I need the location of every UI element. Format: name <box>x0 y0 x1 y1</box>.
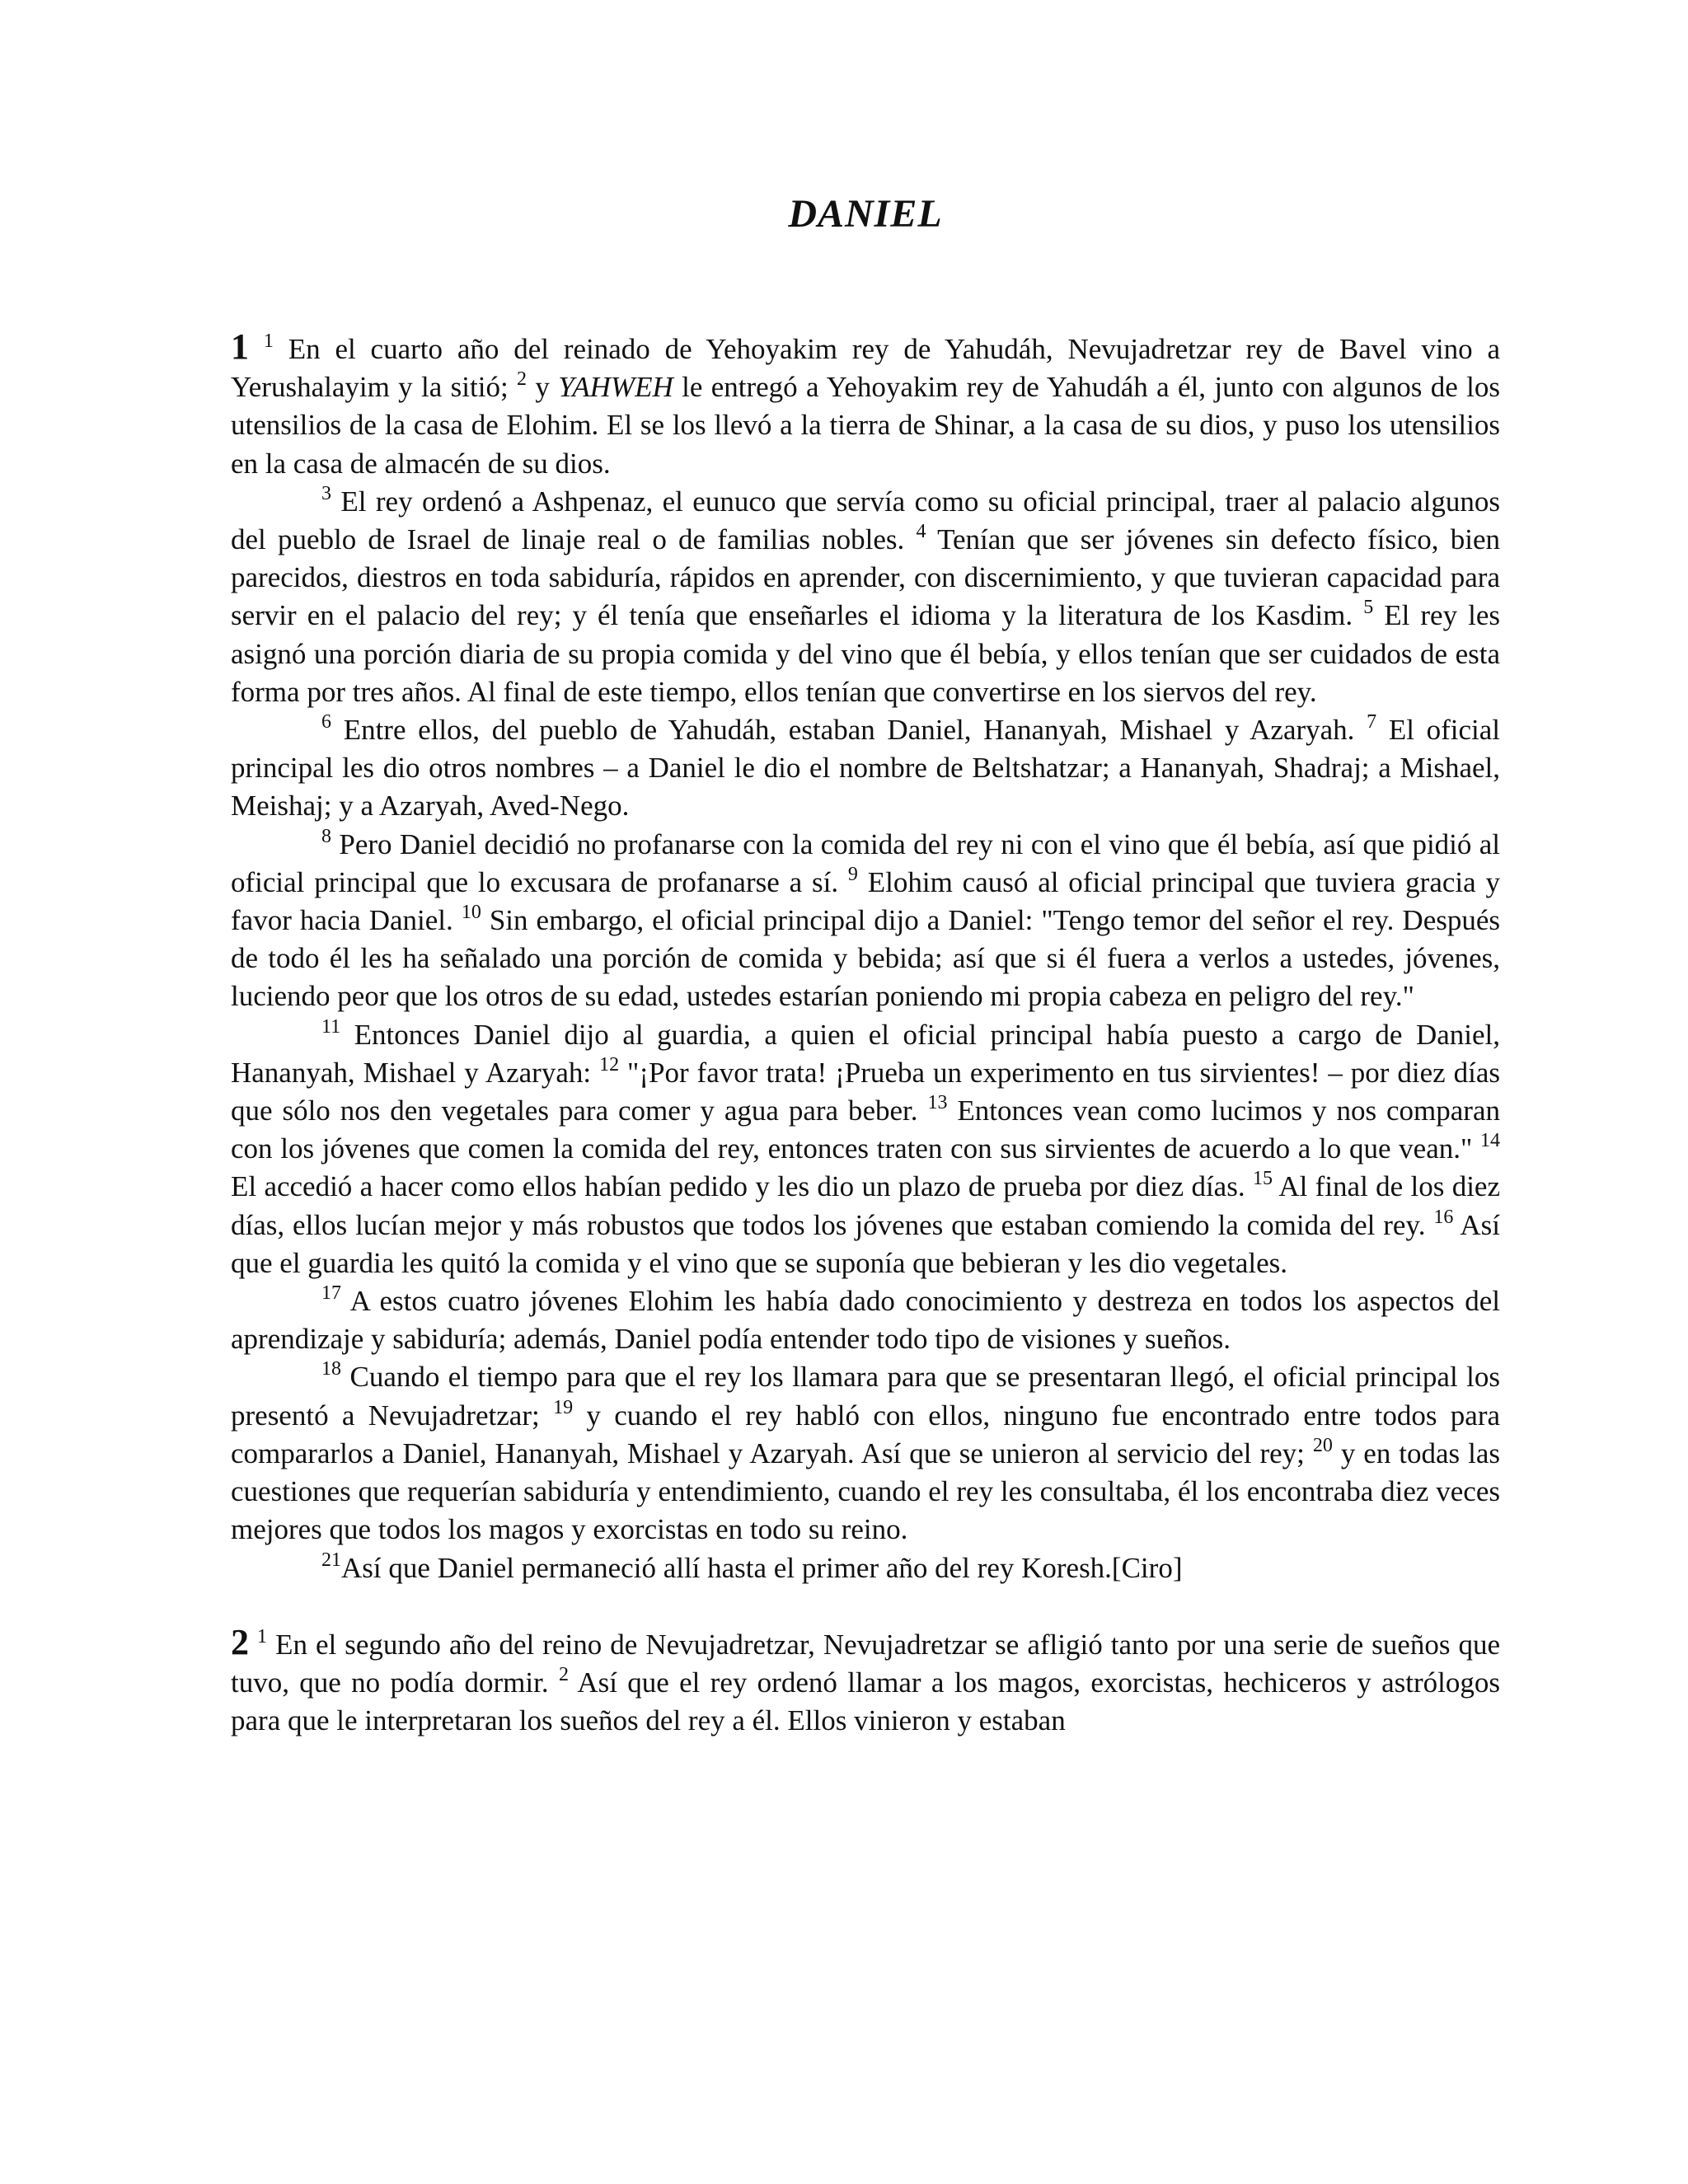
verse-text: Entre ellos, del pueblo de Yahudáh, estaban Daniel, Hananyah, Mishael y Azaryah. <box>343 714 1355 747</box>
verse-number: 18 <box>321 1358 341 1380</box>
verse-number: 7 <box>1367 711 1377 733</box>
verse-number: 14 <box>1480 1130 1500 1152</box>
verse-text: Pero Daniel decidió no profanarse con la comida del rey ni con el vino que él bebía, así que pidió al oficial principal que lo excusara de profanarse a sí. <box>231 827 1500 898</box>
verse-text: Entonces Daniel dijo al guardia, a quien el oficial principal había puesto a cargo de Daniel, Hananyah, Mishael y Azaryah: <box>231 1018 1501 1089</box>
verse-number: 4 <box>916 521 926 543</box>
verse-text: y en todas las cuestiones que requerían sabiduría y entendimiento, cuando el rey les consultaba, él los encontraba diez veces mejores que todos los magos y exorcistas en todo su reino. <box>231 1436 1501 1546</box>
verse-text: A estos cuatro jóvenes Elohim les había dado conocimiento y destreza en todos los aspectos del aprendizaje y sabiduría; además, Daniel podía entender todo tipo de visiones y sueños. <box>231 1285 1500 1356</box>
verse-text: y cuando el rey habló con ellos, ninguno fue encontrado entre todos para compararlos a Daniel, Hananyah, Mishael y Azaryah. Así que se unieron al servicio del rey; <box>231 1399 1501 1469</box>
verse-text: Así que el guardia les quitó la comida y el vino que se suponía que bebieran y les dio vegetales. <box>231 1208 1501 1279</box>
verse-text: El accedió a hacer como ellos habían pedido y les dio un plazo de prueba por diez días. <box>231 1170 1245 1203</box>
chapter-number: 1 <box>231 326 249 367</box>
verse-text: Elohim causó al oficial principal que tuviera gracia y favor hacia Daniel. <box>231 865 1500 937</box>
verse-text: "¡Por favor trata! ¡Prueba un experimento en tus sirvientes! – por diez días que sólo nos den vegetales para comer y agua para beber. <box>231 1056 1501 1127</box>
verse-number: 15 <box>1252 1168 1273 1190</box>
verse-number: 1 <box>263 330 274 352</box>
verse-number: 19 <box>553 1396 574 1418</box>
verse-number: 21 <box>321 1549 341 1571</box>
paragraph-ch1-v18 <box>231 1358 1500 1549</box>
verse-number: 9 <box>847 863 858 885</box>
verse-text: Así que Daniel permaneció allí hasta el primer año del rey Koresh.[Ciro] <box>341 1551 1183 1584</box>
document-body <box>231 328 1500 1740</box>
verse-number: 16 <box>1433 1206 1454 1228</box>
paragraph-ch1-v6 <box>231 711 1500 826</box>
verse-number: 20 <box>1312 1434 1333 1456</box>
paragraph-ch1-v3 <box>231 483 1500 711</box>
verse-number: 2 <box>558 1663 569 1685</box>
verse-text: Sin embargo, el oficial principal dijo a Daniel: "Tengo temor del señor el rey. Después de todo él les ha señalado una porción de comida y bebida; así que si él fuera a verlos a ustedes, jóvenes, luciendo peor que los otros de su edad, ustedes estarían poniendo mi propia cabeza en peligro del rey." <box>231 904 1501 1013</box>
verse-number: 5 <box>1363 597 1374 619</box>
paragraph-ch1-v11 <box>231 1016 1500 1282</box>
verse-text: Así que el rey ordenó llamar a los magos, exorcistas, hechiceros y astrólogos para que le interpretaran los sueños del rey a él. Ellos vinieron y estaban <box>231 1666 1501 1737</box>
verse-number: 6 <box>321 711 331 733</box>
chapter-number: 2 <box>231 1621 249 1662</box>
paragraph-ch2-v1 <box>231 1621 1501 1741</box>
divine-name: YAHWEH <box>558 371 673 404</box>
verse-number: 10 <box>461 902 481 924</box>
verse-text: Al final de los diez días, ellos lucían mejor y más robustos que todos los jóvenes que estaban comiendo la comida del rey. <box>231 1170 1500 1241</box>
verse-number: 13 <box>927 1092 948 1114</box>
verse-text: En el cuarto año del reinado de Yehoyakim rey de Yahudáh, Nevujadretzar rey de Bavel vino a Yerushalayim y la sitió; <box>231 333 1501 404</box>
verse-text: El rey ordenó a Ashpenaz, el eunuco que servía como su oficial principal, traer al palacio algunos del pueblo de Israel de linaje real o de familias nobles. <box>231 485 1500 556</box>
paragraph-ch1-v8 <box>231 826 1500 1016</box>
verse-text: El oficial principal les dio otros nombres – a Daniel le dio el nombre de Beltshatzar; a Hananyah, Shadraj; a Mishael, Meishaj; y a Azaryah, Aved-Nego. <box>231 714 1500 823</box>
paragraph-ch1-v17 <box>231 1282 1500 1358</box>
verse-number: 1 <box>257 1625 268 1647</box>
verse-number: 3 <box>321 482 331 504</box>
verse-number: 12 <box>599 1053 620 1076</box>
verse-text: Entonces vean como lucimos y nos comparan con los jóvenes que comen la comida del rey, entonces traten con sus sirvientes de acuerdo a lo que vean." <box>231 1094 1501 1165</box>
verse-number: 11 <box>321 1015 341 1038</box>
verse-number: 8 <box>321 825 331 847</box>
paragraph-ch1-v1 <box>231 328 1500 483</box>
verse-number: 17 <box>321 1282 341 1305</box>
verse-text: y <box>535 371 550 404</box>
verse-text: Cuando el tiempo para que el rey los llamara para que se presentaran llegó, el oficial principal los presentó a Nevujadretzar; <box>231 1361 1501 1432</box>
verse-number: 2 <box>517 368 528 391</box>
verse-text: El rey les asignó una porción diaria de su propia comida y del vino que él bebía, y ellos tenían que ser cuidados de esta forma por tres años. Al final de este tiempo, ellos tenían que convertirse en los siervos del rey. <box>231 599 1500 708</box>
paragraph-ch1-v21 <box>231 1549 1500 1587</box>
verse-text: En el segundo año del reino de Nevujadretzar, Nevujadretzar se afligió tanto por una serie de sueños que tuvo, que no podía dormir. <box>231 1628 1500 1699</box>
page-title: DANIEL <box>788 192 943 236</box>
verse-text: le entregó a Yehoyakim rey de Yahudáh a él, junto con algunos de los utensilios de la casa de Elohim. El se los llevó a la tierra de Shinar, a la casa de su dios, y puso los utensilios en la casa de almacén de su dios. <box>231 371 1501 480</box>
verse-text: Tenían que ser jóvenes sin defecto físico, bien parecidos, diestros en toda sabiduría, rápidos en aprender, con discernimiento, y que tuvieran capacidad para servir en el palacio del rey; y él tenía que enseñarles el idioma y la literatura de los Kasdim. <box>231 523 1500 632</box>
document-page <box>231 0 1500 2184</box>
